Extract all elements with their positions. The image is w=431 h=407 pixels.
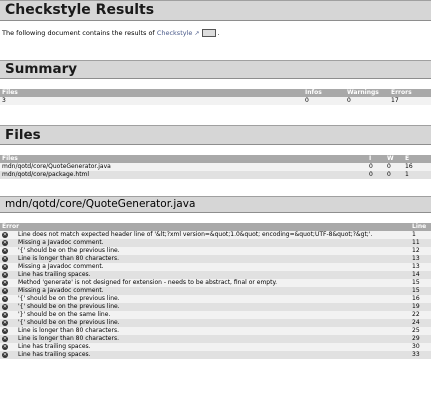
- file-warnings: 0: [385, 163, 403, 171]
- error-row: [0, 303, 431, 311]
- error-message: '{' should be on the previous line.: [16, 319, 410, 327]
- error-message: Missing a Javadoc comment.: [16, 287, 410, 295]
- error-line-link[interactable]: 13: [410, 255, 431, 263]
- error-row: [0, 311, 431, 319]
- error-line-link[interactable]: 12: [410, 247, 431, 255]
- error-row: [0, 271, 431, 279]
- error-line-link[interactable]: 19: [410, 303, 431, 311]
- error-line-link[interactable]: 16: [410, 295, 431, 303]
- error-message: '}' should be on the same line.: [16, 311, 410, 319]
- error-icon-cell: [0, 343, 16, 351]
- error-icon: ✕: [2, 295, 8, 302]
- error-table: [0, 223, 431, 359]
- error-line-link[interactable]: 11: [410, 239, 431, 247]
- error-line-link[interactable]: 29: [410, 335, 431, 343]
- error-icon: ✕: [2, 335, 8, 342]
- checkstyle-logo-icon: [202, 29, 216, 37]
- error-icon: ✕: [2, 343, 8, 350]
- error-icon: ✕: [2, 231, 8, 238]
- error-line-link[interactable]: 15: [410, 287, 431, 295]
- error-icon-cell: [0, 287, 16, 295]
- error-icon: ✕: [2, 279, 8, 286]
- error-icon-cell: [0, 247, 16, 255]
- summary-infos-count: 0: [303, 97, 345, 105]
- page-title: Checkstyle Results: [5, 2, 155, 18]
- error-icon-cell: [0, 295, 16, 303]
- error-row: [0, 247, 431, 255]
- error-icon: ✕: [2, 255, 8, 262]
- file-detail-heading-bar: [0, 196, 431, 213]
- error-icon-cell: [0, 351, 16, 359]
- summary-col-infos: Infos: [303, 89, 345, 97]
- error-icon: ✕: [2, 327, 8, 334]
- file-infos: 0: [367, 171, 385, 179]
- error-icon: ✕: [2, 271, 8, 278]
- error-row: [0, 287, 431, 295]
- error-line-link[interactable]: 22: [410, 311, 431, 319]
- error-icon-cell: [0, 303, 16, 311]
- error-icon-cell: [0, 263, 16, 271]
- files-heading: Files: [5, 127, 41, 143]
- files-col-infos: I: [367, 155, 385, 163]
- checkstyle-link[interactable]: Checkstyle: [156, 29, 193, 37]
- error-icon-cell: [0, 231, 16, 239]
- error-col-line: Line: [410, 223, 431, 231]
- error-message: '{' should be on the previous line.: [16, 303, 410, 311]
- error-row: [0, 351, 431, 359]
- summary-col-errors: Errors: [389, 89, 431, 97]
- file-infos: 0: [367, 163, 385, 171]
- error-row: [0, 327, 431, 335]
- error-icon-cell: [0, 279, 16, 287]
- file-link[interactable]: mdn/qotd/core/package.html: [0, 171, 367, 179]
- error-message: Line is longer than 80 characters.: [16, 255, 410, 263]
- error-row: [0, 319, 431, 327]
- error-line-link[interactable]: 25: [410, 327, 431, 335]
- summary-row: [0, 97, 431, 105]
- error-icon: ✕: [2, 247, 8, 254]
- error-line-link[interactable]: 13: [410, 263, 431, 271]
- file-detail-heading: mdn/qotd/core/QuoteGenerator.java: [5, 198, 196, 210]
- error-message: Line is longer than 80 characters.: [16, 335, 410, 343]
- error-icon-cell: [0, 319, 16, 327]
- intro-paragraph: [2, 29, 220, 37]
- page-title-bar: [0, 0, 431, 21]
- files-col-name: Files: [0, 155, 367, 163]
- files-col-warnings: W: [385, 155, 403, 163]
- external-link-icon: ↗: [194, 30, 200, 37]
- error-message: '{' should be on the previous line.: [16, 295, 410, 303]
- error-icon-cell: [0, 311, 16, 319]
- summary-col-files: Files: [0, 89, 303, 97]
- error-message: Line has trailing spaces.: [16, 271, 410, 279]
- file-row: [0, 163, 431, 171]
- error-message: Line has trailing spaces.: [16, 351, 410, 359]
- error-icon-cell: [0, 335, 16, 343]
- error-row: [0, 335, 431, 343]
- error-row: [0, 239, 431, 247]
- error-icon: ✕: [2, 287, 8, 294]
- error-icon: ✕: [2, 351, 8, 358]
- error-row: [0, 263, 431, 271]
- error-icon: ✕: [2, 303, 8, 310]
- error-message: '{' should be on the previous line.: [16, 247, 410, 255]
- error-icon: ✕: [2, 319, 8, 326]
- summary-heading: Summary: [5, 61, 78, 77]
- error-row: [0, 295, 431, 303]
- file-link[interactable]: mdn/qotd/core/QuoteGenerator.java: [0, 163, 367, 171]
- file-errors: 1: [403, 171, 431, 179]
- error-row: [0, 255, 431, 263]
- error-col-message: Error: [0, 223, 410, 231]
- error-icon-cell: [0, 271, 16, 279]
- error-icon: ✕: [2, 239, 8, 246]
- error-icon: ✕: [2, 311, 8, 318]
- intro-end: .: [217, 29, 220, 37]
- error-icon-cell: [0, 255, 16, 263]
- files-table: [0, 155, 431, 179]
- summary-warnings-count: 0: [345, 97, 389, 105]
- error-row: [0, 279, 431, 287]
- error-icon-cell: [0, 239, 16, 247]
- error-icon: ✕: [2, 263, 8, 270]
- file-errors: 16: [403, 163, 431, 171]
- error-message: Line is longer than 80 characters.: [16, 327, 410, 335]
- error-message: Line has trailing spaces.: [16, 343, 410, 351]
- error-message: Missing a Javadoc comment.: [16, 263, 410, 271]
- summary-errors-count: 17: [389, 97, 431, 105]
- error-message: Method 'generate' is not designed for extension - needs to be abstract, final or empty.: [16, 279, 410, 287]
- error-line-link[interactable]: 33: [410, 351, 431, 359]
- error-row: [0, 343, 431, 351]
- error-icon-cell: [0, 327, 16, 335]
- file-warnings: 0: [385, 171, 403, 179]
- summary-col-warnings: Warnings: [345, 89, 389, 97]
- files-col-errors: E: [403, 155, 431, 163]
- error-message: Missing a Javadoc comment.: [16, 239, 410, 247]
- error-message: Line does not match expected header line of '&lt;?xml version=&quot;1.0&quot; encoding=&quot;UTF-8&quot;?&gt;'.: [16, 231, 410, 239]
- summary-table: [0, 89, 431, 105]
- error-line-link[interactable]: 24: [410, 319, 431, 327]
- error-row: [0, 231, 431, 239]
- error-line-link[interactable]: 14: [410, 271, 431, 279]
- summary-files-count: 3: [0, 97, 303, 105]
- file-row: [0, 171, 431, 179]
- summary-heading-bar: [0, 60, 431, 79]
- error-line-link[interactable]: 15: [410, 279, 431, 287]
- intro-text: The following document contains the results of: [2, 29, 155, 37]
- files-heading-bar: [0, 125, 431, 145]
- error-line-link[interactable]: 1: [410, 231, 431, 239]
- error-line-link[interactable]: 30: [410, 343, 431, 351]
